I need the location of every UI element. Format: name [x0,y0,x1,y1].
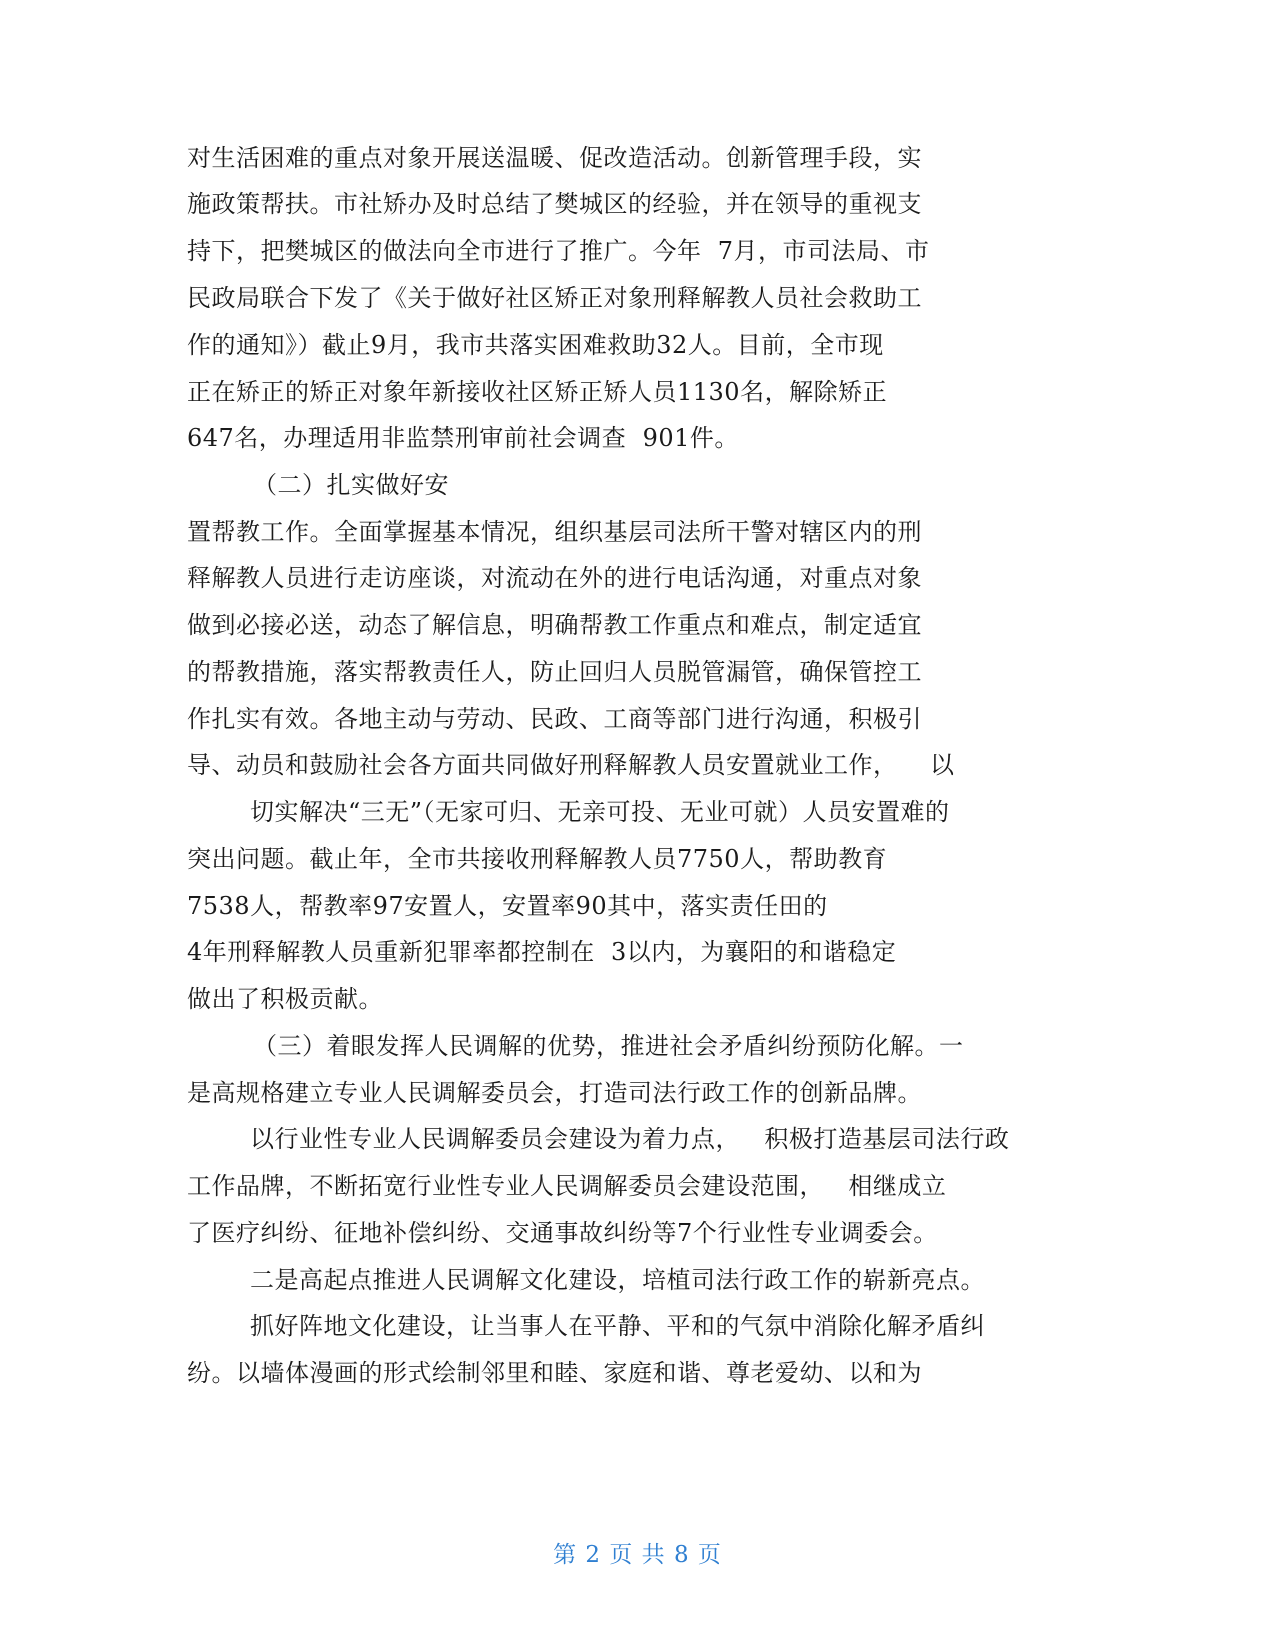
text-line: 置帮教工作。全面掌握基本情况，组织基层司法所干警对辖区内的刑 [187,518,922,546]
page-number-footer: 第 2 页 共 8 页 [553,1542,722,1568]
text-line: 的帮教措施，落实帮教责任人，防止回归人员脱管漏管，确保管控工 [187,658,922,686]
text-line: 导、动员和鼓励社会各方面共同做好刑释解教人员安置就业工作， 以 [187,751,955,779]
text-line: 持下，把樊城区的做法向全市进行了推广。今年 7月，市司法局、市 [187,237,930,265]
text-line: 民政局联合下发了《关于做好社区矫正对象刑释解教人员社会救助工 [187,284,922,312]
text-line: 工作品牌，不断拓宽行业性专业人民调解委员会建设范围， 相继成立 [187,1172,947,1200]
text-line: 做到必接必送，动态了解信息，明确帮教工作重点和难点，制定适宜 [187,611,922,639]
section-heading: （三）着眼发挥人民调解的优势，推进社会矛盾纠纷预防化解。一 [253,1032,964,1060]
text-line: 二是高起点推进人民调解文化建设，培植司法行政工作的崭新亮点。 [250,1266,985,1294]
text-line: 施政策帮扶。市社矫办及时总结了樊城区的经验，并在领导的重视支 [187,190,922,218]
text-line: 抓好阵地文化建设，让当事人在平静、平和的气氛中消除化解矛盾纠 [250,1312,985,1340]
text-line: 7538人，帮教率97安置人，安置率90其中，落实责任田的 [187,892,828,920]
section-heading: （二）扎实做好安 [253,471,449,499]
text-line: 了医疗纠纷、征地补偿纠纷、交通事故纠纷等7个行业性专业调委会。 [187,1219,938,1247]
text-line: 是高规格建立专业人民调解委员会，打造司法行政工作的创新品牌。 [187,1079,922,1107]
text-line: 作的通知》）截止9月，我市共落实困难救助32人。目前，全市现 [187,331,884,359]
text-line: 以行业性专业人民调解委员会建设为着力点， 积极打造基层司法行政 [250,1125,1010,1153]
text-line: 切实解决“三无”（无家可归、无亲可投、无业可就）人员安置难的 [250,798,950,826]
text-line: 纷。以墙体漫画的形式绘制邻里和睦、家庭和谐、尊老爱幼、以和为 [187,1359,922,1387]
text-line: 释解教人员进行走访座谈，对流动在外的进行电话沟通，对重点对象 [187,564,922,592]
text-line: 正在矫正的矫正对象年新接收社区矫正矫人员1130名，解除矫正 [187,378,888,406]
text-line: 作扎实有效。各地主动与劳动、民政、工商等部门进行沟通，积极引 [187,705,922,733]
text-line: 4年刑释解教人员重新犯罪率都控制在 3以内，为襄阳的和谐稳定 [187,938,897,966]
text-line: 对生活困难的重点对象开展送温暖、促改造活动。创新管理手段，实 [187,144,922,172]
text-line: 做出了积极贡献。 [187,985,383,1013]
text-line: 647名，办理适用非监禁刑审前社会调查 901件。 [187,424,739,452]
text-line: 突出问题。截止年，全市共接收刑释解教人员7750人，帮助教育 [187,845,888,873]
